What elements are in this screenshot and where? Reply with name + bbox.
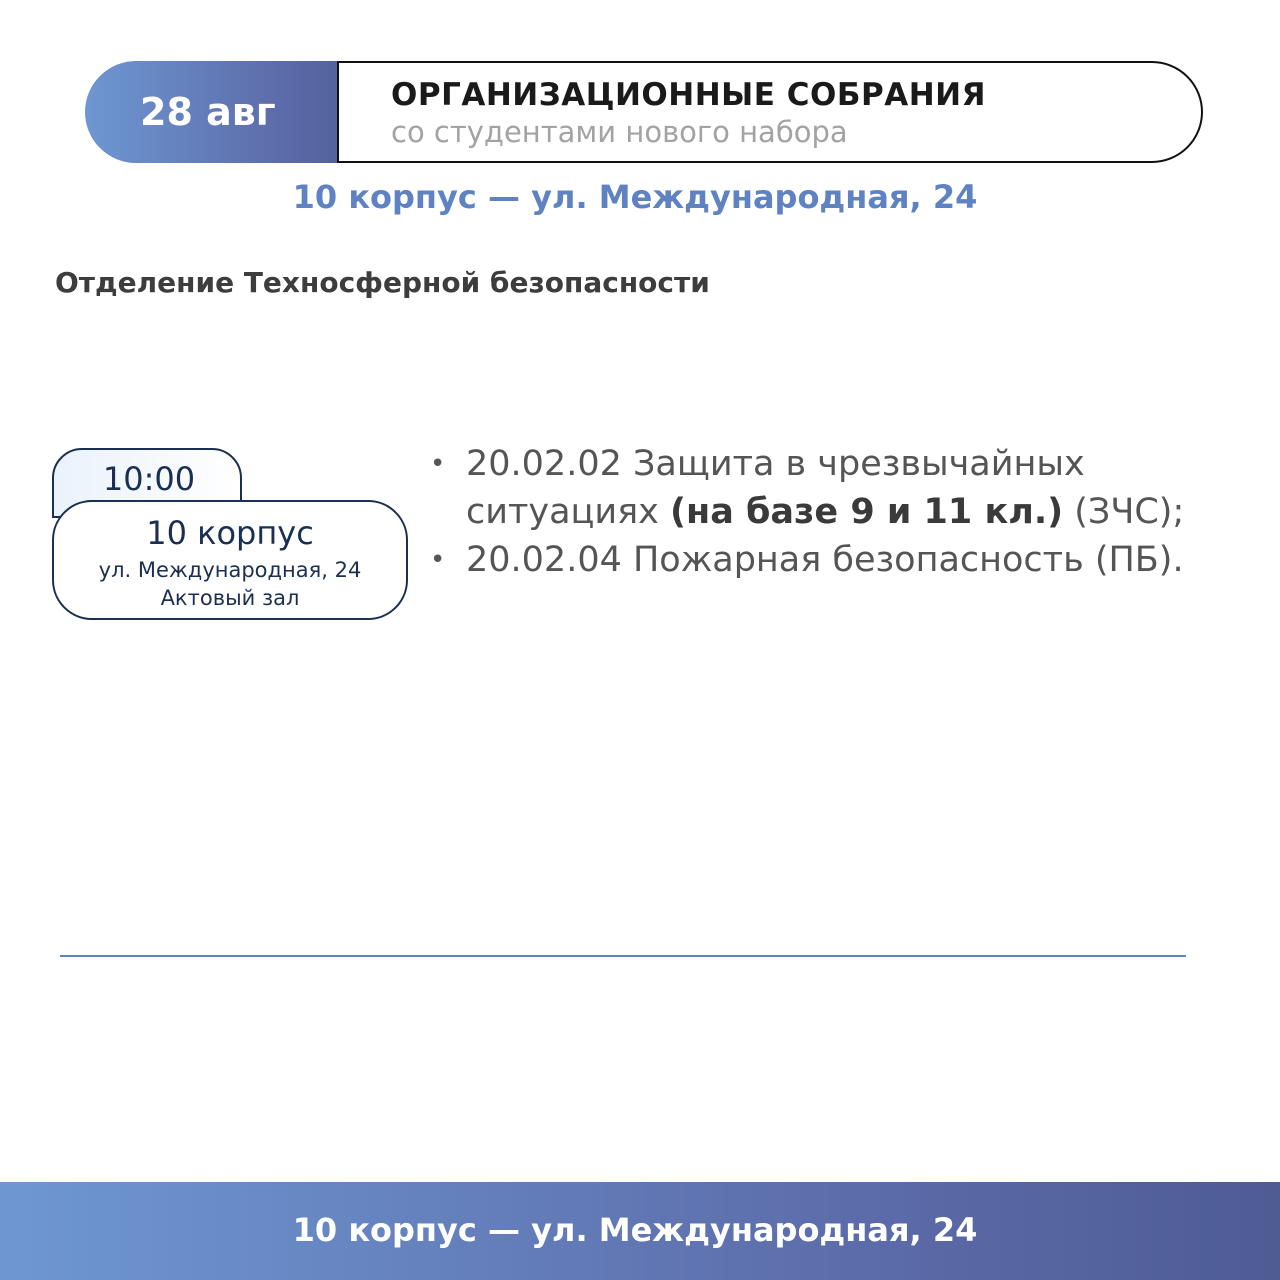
address-heading: 10 корпус — ул. Международная, 24 xyxy=(292,178,978,216)
meeting-time: 10:00 xyxy=(102,460,196,498)
location-street: ул. Международная, 24 xyxy=(98,558,362,582)
location-room: Актовый зал xyxy=(160,586,300,610)
program-text: 20.02.04 Пожарная безопасность (ПБ). xyxy=(466,540,1184,580)
bullet-icon: • xyxy=(430,449,446,479)
location-building: 10 корпус xyxy=(146,514,314,552)
department-title: Отделение Техносферной безопасности xyxy=(55,266,710,299)
list-item xyxy=(430,536,1190,584)
list-item xyxy=(430,440,1190,536)
program-list xyxy=(430,440,1190,584)
page-subtitle: со студентами нового набора xyxy=(391,115,848,149)
program-note: (на базе 9 и 11 кл.) xyxy=(670,492,1064,532)
header-title-box xyxy=(337,61,1203,163)
page-title: ОРГАНИЗАЦИОННЫЕ СОБРАНИЯ xyxy=(391,77,986,113)
header-banner xyxy=(85,61,1203,163)
date-badge: 28 авг xyxy=(85,61,375,163)
location-card xyxy=(52,500,408,620)
bullet-icon: • xyxy=(430,545,446,575)
divider xyxy=(60,955,1186,957)
footer-address: 10 корпус — ул. Международная, 24 xyxy=(292,1211,978,1249)
program-abbr: (ЗЧС); xyxy=(1063,492,1185,532)
footer-banner xyxy=(0,1182,1280,1280)
program-text: 20.02.02 Защита в чрезвычайных ситуациях xyxy=(466,444,1085,532)
